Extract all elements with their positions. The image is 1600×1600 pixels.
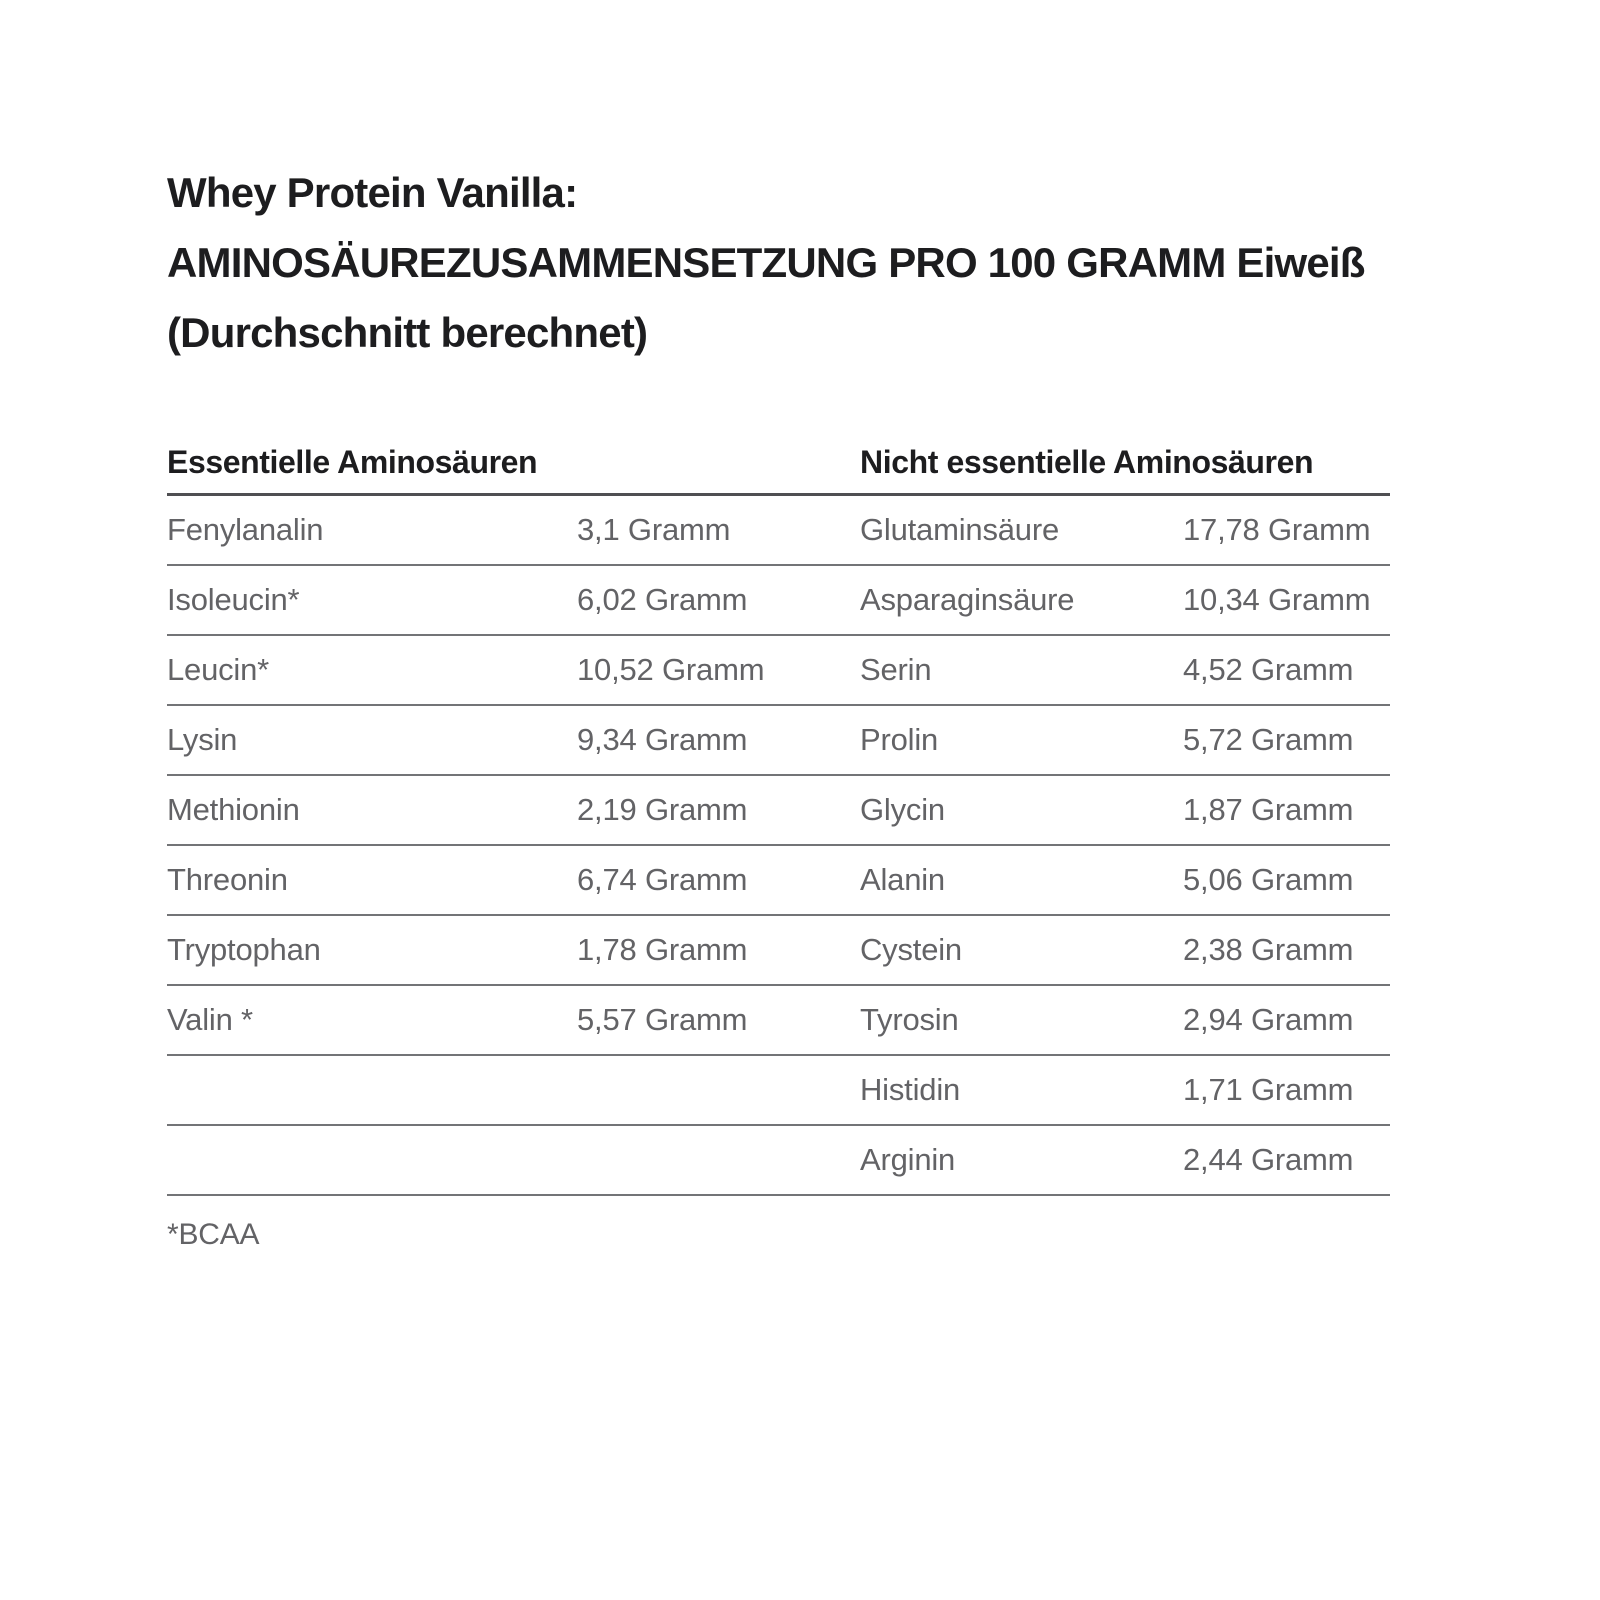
- table-row: [167, 1056, 1390, 1126]
- non-essential-value: 2,44 Gramm: [1183, 1142, 1354, 1177]
- non-essential-name: Asparaginsäure: [860, 582, 1075, 617]
- non-essential-value: 17,78 Gramm: [1183, 512, 1371, 547]
- non-essential-value: 4,52 Gramm: [1183, 652, 1354, 687]
- essential-name: Fenylanalin: [167, 512, 324, 547]
- page-title: [167, 158, 1390, 368]
- table-row: [167, 846, 1390, 916]
- non-essential-name: Glycin: [860, 792, 945, 827]
- essential-name: Tryptophan: [167, 932, 321, 967]
- table-row: [167, 636, 1390, 706]
- content-area: [167, 158, 1390, 1252]
- essential-value: 6,74 Gramm: [577, 862, 748, 897]
- title-line-2: AMINOSÄUREZUSAMMENSETZUNG PRO 100 GRAMM Eiweiß: [167, 239, 1365, 286]
- title-line-1: Whey Protein Vanilla:: [167, 169, 578, 216]
- table-row: [167, 706, 1390, 776]
- table-header-row: [167, 444, 1390, 496]
- table-row: [167, 1126, 1390, 1196]
- title-line-3: (Durchschnitt berechnet): [167, 309, 648, 356]
- essential-name: Lysin: [167, 722, 238, 757]
- essential-value: 10,52 Gramm: [577, 652, 765, 687]
- table-row: [167, 566, 1390, 636]
- essential-name: Isoleucin*: [167, 582, 300, 617]
- non-essential-value: 2,38 Gramm: [1183, 932, 1354, 967]
- non-essential-column-header: Nicht essentielle Aminosäuren: [860, 444, 1314, 480]
- essential-value: 3,1 Gramm: [577, 512, 731, 547]
- amino-acid-table: [167, 444, 1390, 1196]
- essential-value: 2,19 Gramm: [577, 792, 748, 827]
- table-row: [167, 776, 1390, 846]
- non-essential-name: Serin: [860, 652, 932, 687]
- table-row: [167, 496, 1390, 566]
- essential-value: 5,57 Gramm: [577, 1002, 748, 1037]
- table-row: [167, 986, 1390, 1056]
- non-essential-value: 10,34 Gramm: [1183, 582, 1371, 617]
- non-essential-name: Alanin: [860, 862, 945, 897]
- non-essential-value: 1,87 Gramm: [1183, 792, 1354, 827]
- essential-column-header: Essentielle Aminosäuren: [167, 444, 538, 480]
- bcaa-footnote: *BCAA: [167, 1218, 260, 1251]
- non-essential-name: Glutaminsäure: [860, 512, 1059, 547]
- non-essential-value: 5,06 Gramm: [1183, 862, 1354, 897]
- non-essential-name: Cystein: [860, 932, 962, 967]
- essential-value: 9,34 Gramm: [577, 722, 748, 757]
- essential-name: Methionin: [167, 792, 300, 827]
- table-row: [167, 916, 1390, 986]
- essential-value: 6,02 Gramm: [577, 582, 748, 617]
- non-essential-name: Histidin: [860, 1072, 961, 1107]
- essential-value: 1,78 Gramm: [577, 932, 748, 967]
- non-essential-name: Arginin: [860, 1142, 956, 1177]
- essential-name: Leucin*: [167, 652, 270, 687]
- non-essential-value: 1,71 Gramm: [1183, 1072, 1354, 1107]
- essential-name: Threonin: [167, 862, 288, 897]
- essential-name: Valin *: [167, 1002, 253, 1037]
- non-essential-value: 2,94 Gramm: [1183, 1002, 1354, 1037]
- non-essential-name: Prolin: [860, 722, 939, 757]
- non-essential-value: 5,72 Gramm: [1183, 722, 1354, 757]
- non-essential-name: Tyrosin: [860, 1002, 959, 1037]
